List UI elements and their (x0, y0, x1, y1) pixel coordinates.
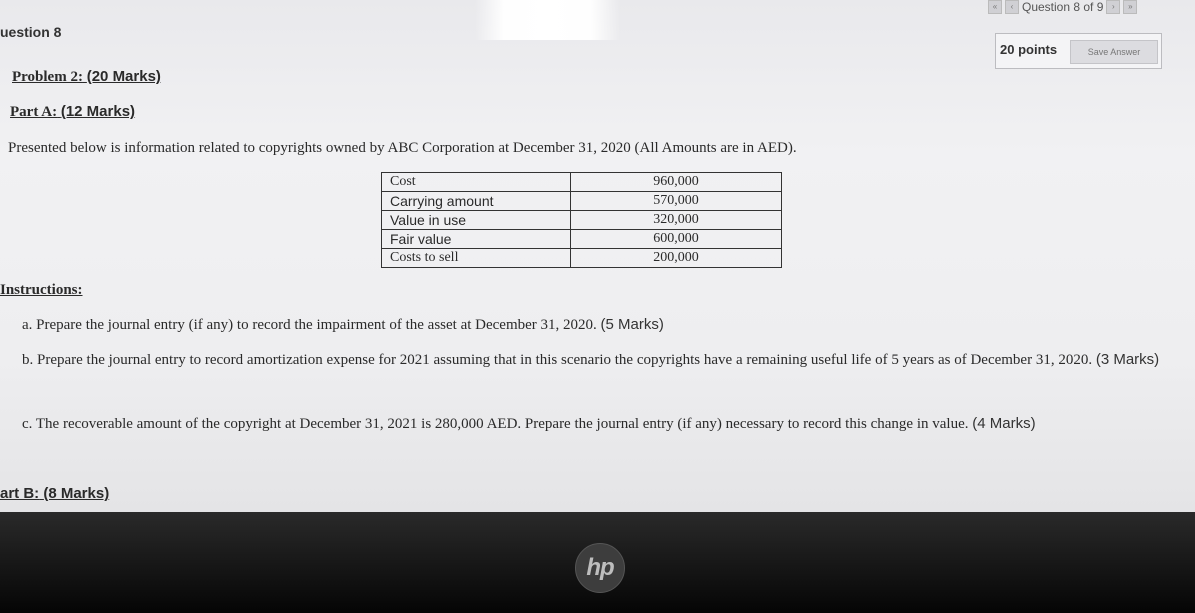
row-value: 570,000 (571, 192, 782, 211)
hp-logo (575, 543, 625, 593)
instruction-a-text: a. Prepare the journal entry (if any) to record the impairment of the asset at December 31, 2020. (22, 317, 597, 333)
next-question-icon[interactable]: › (1106, 0, 1120, 14)
row-label: Value in use (382, 211, 571, 230)
instruction-a-marks: (5 Marks) (600, 316, 664, 333)
part-b-marks: (8 Marks) (43, 485, 110, 502)
hp-logo-text: hp (586, 554, 614, 581)
first-question-icon[interactable]: « (988, 0, 1002, 14)
instruction-b-marks: (3 Marks) (1095, 351, 1160, 368)
question-counter: Question 8 of 9 (1022, 0, 1104, 14)
table-row (382, 192, 782, 211)
table-row (382, 173, 782, 192)
part-a-marks: (12 Marks) (60, 103, 136, 120)
row-value: 960,000 (571, 173, 782, 192)
instruction-c-text: c. The recoverable amount of the copyright at December 31, 2021 is 280,000 AED. Prepare the journal entry (if any) necessary to record this change in value. (22, 416, 969, 432)
part-b-prefix: art B: (0, 485, 40, 502)
row-label: Carrying amount (382, 192, 571, 211)
row-value: 320,000 (571, 211, 782, 230)
instruction-c-marks: (4 Marks) (972, 415, 1036, 432)
instruction-b (22, 344, 1167, 376)
question-nav (988, 0, 1137, 14)
instruction-b-text: b. Prepare the journal entry to record amortization expense for 2021 assuming that in this scenario the copyrights have a remaining useful life of 5 years as of December 31, 2020. (22, 352, 1093, 368)
instruction-a (22, 309, 664, 341)
prev-question-icon[interactable]: ‹ (1005, 0, 1019, 14)
part-a-title (10, 103, 135, 121)
row-value: 200,000 (571, 249, 782, 268)
save-answer-button[interactable]: Save Answer (1070, 40, 1158, 64)
last-question-icon[interactable]: » (1123, 0, 1137, 14)
points-box (995, 33, 1162, 69)
problem-intro: Presented below is information related to copyrights owned by ABC Corporation at December 31, 2020 (All Amounts are in AED). (8, 140, 797, 156)
problem-prefix: Problem 2: (12, 69, 83, 85)
table-row (382, 249, 782, 268)
row-label: Costs to sell (382, 249, 571, 268)
row-label: Fair value (382, 230, 571, 249)
problem-marks: (20 Marks) (86, 68, 161, 85)
question-header: uestion 8 (0, 24, 62, 40)
copyright-data-table (381, 172, 782, 268)
points-label: 20 points (1000, 42, 1058, 57)
instructions-title: Instructions: (0, 282, 83, 298)
problem-title (12, 68, 161, 86)
table-row (382, 211, 782, 230)
instruction-c (22, 408, 1172, 440)
part-a-prefix: Part A: (10, 104, 58, 120)
part-b-title (0, 485, 109, 502)
screen-glare (475, 0, 620, 40)
row-label: Cost (382, 173, 571, 192)
table-row (382, 230, 782, 249)
row-value: 600,000 (571, 230, 782, 249)
